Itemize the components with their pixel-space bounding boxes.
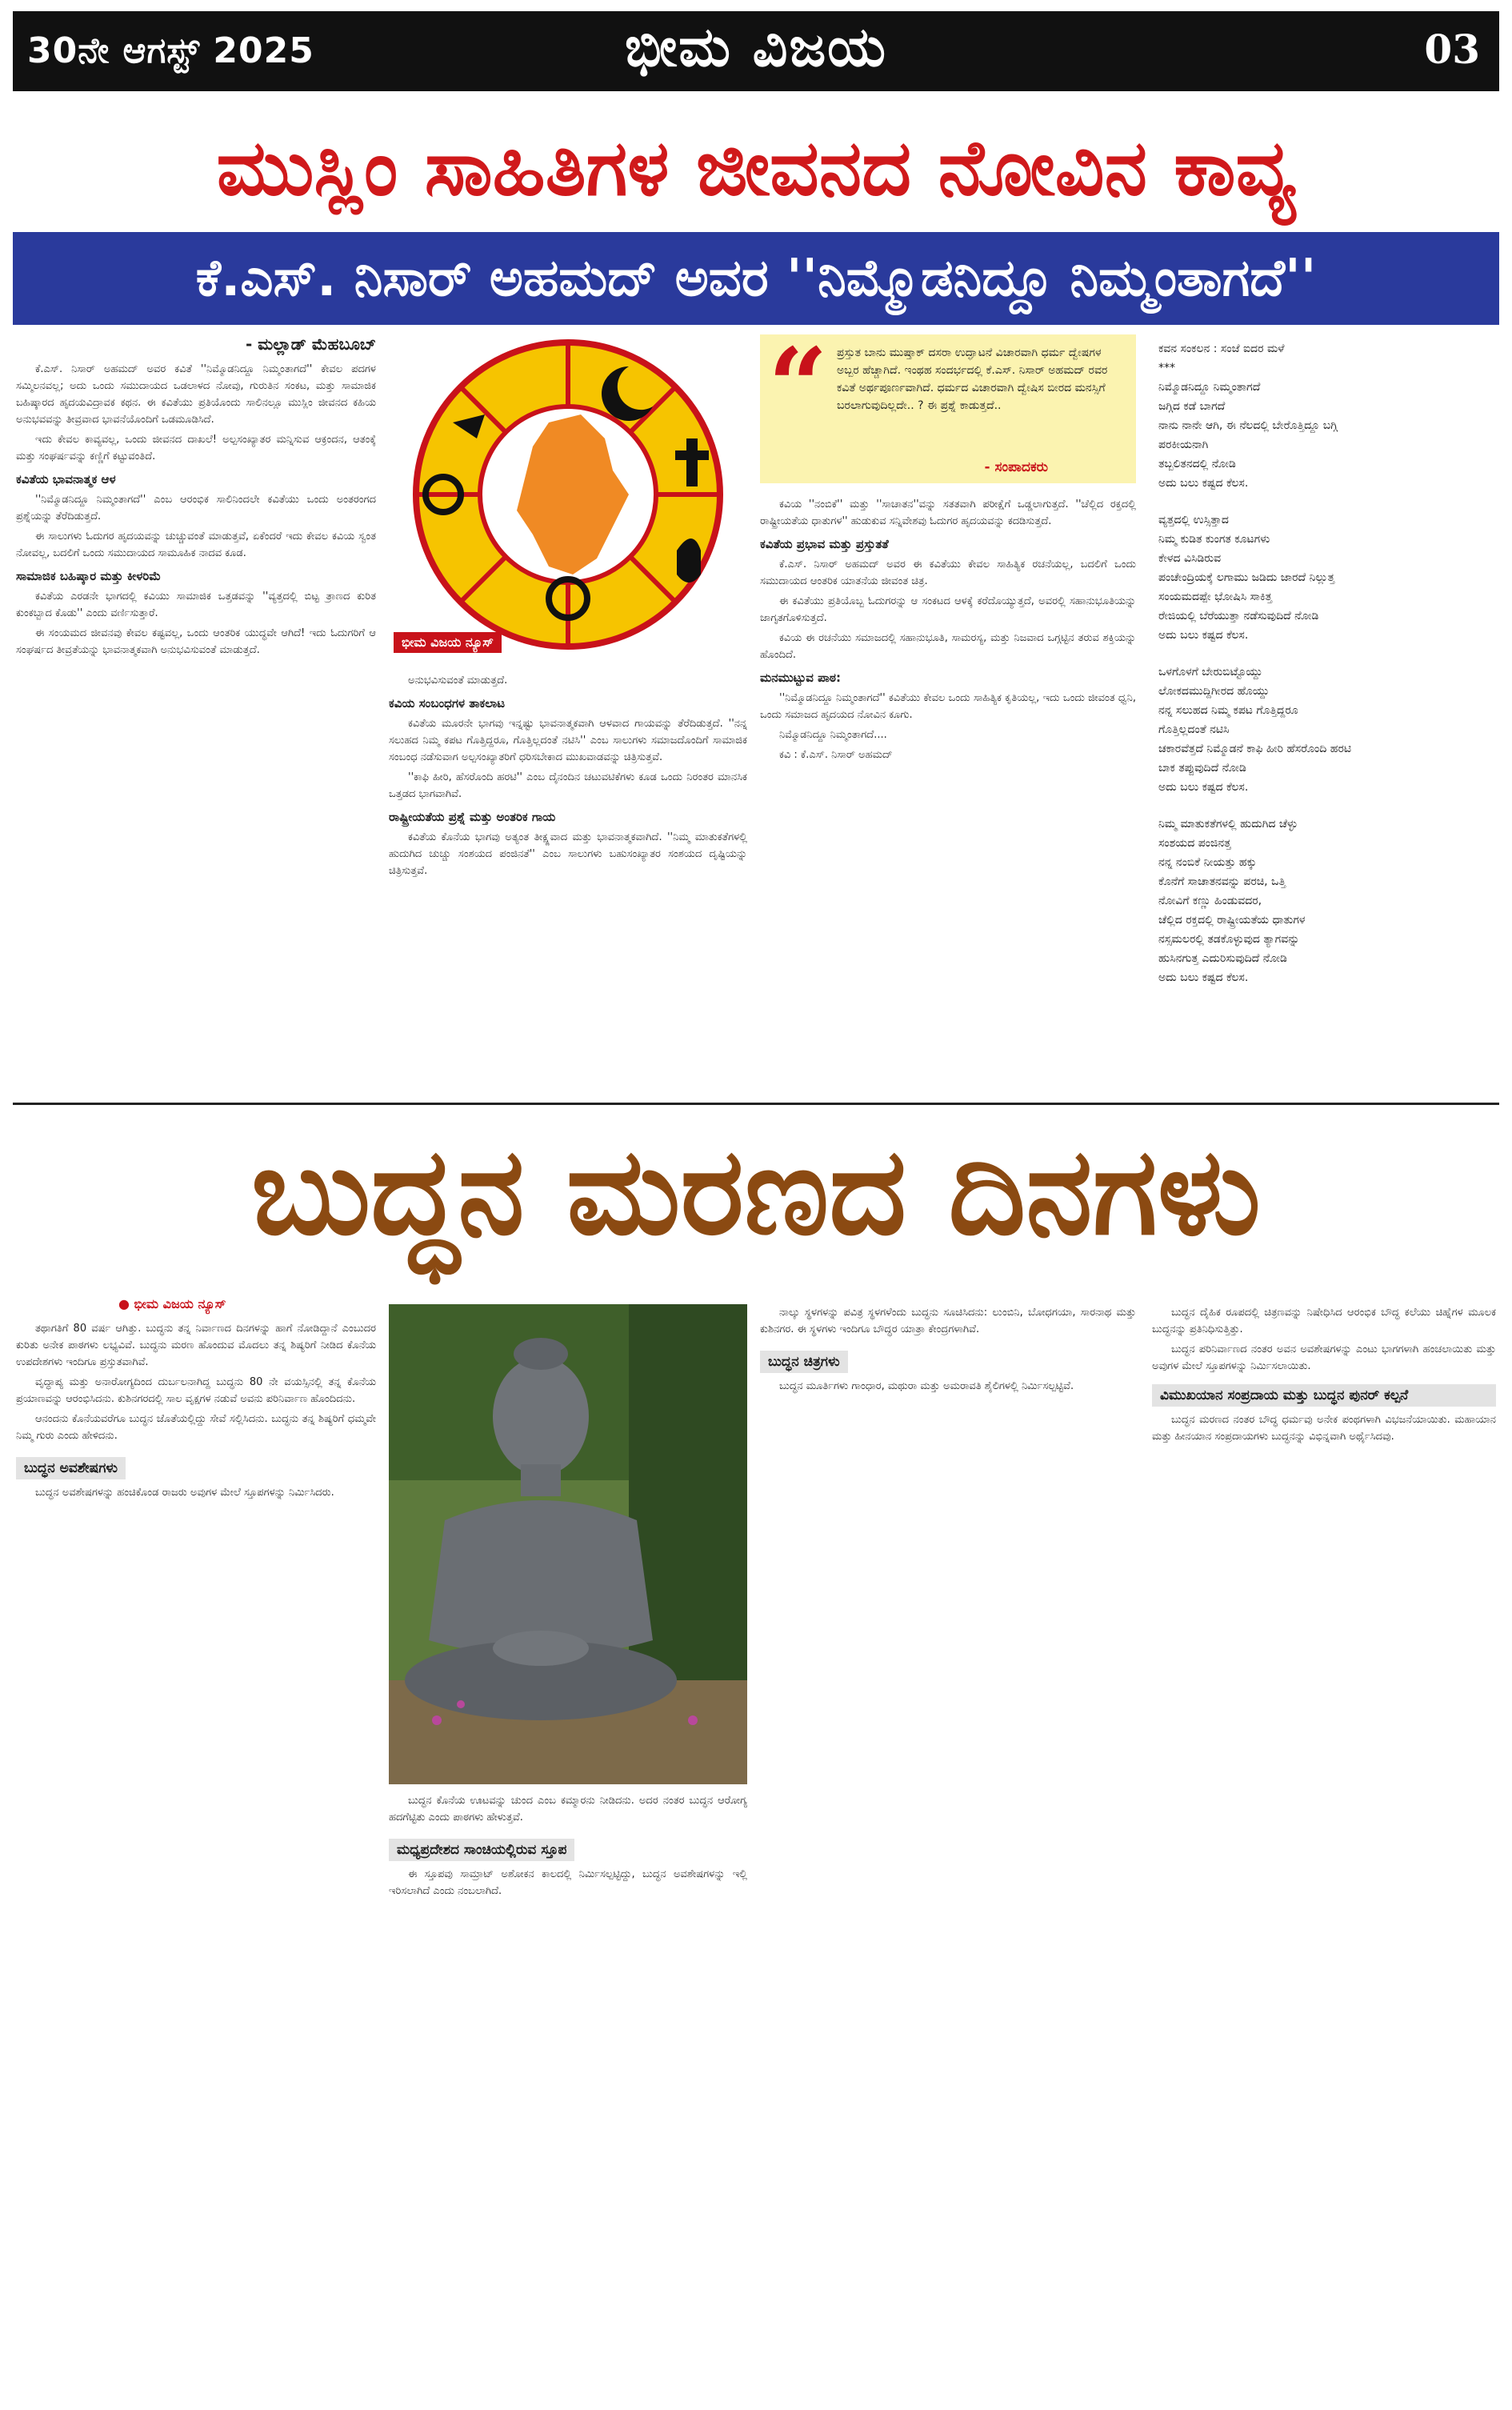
news-credit-text: ಭೀಮ ವಿಜಯ ನ್ಯೂಸ್ bbox=[134, 1296, 226, 1311]
poem-line: ಸಂಶಯದ ಪಂಜಿನತ್ತ bbox=[1158, 837, 1231, 850]
paragraph: ಆನಂದನು ಕೊನೆಯವರೆಗೂ ಬುದ್ಧನ ಜೊತೆಯಲ್ಲಿದ್ದು ಸೇವೆ ಸಲ್ಲಿಸಿದನು. ಬುದ್ಧನು ತನ್ನ ಶಿಷ್ಯರಿಗೆ ಧಮ್ಮವೇ ನಿಮ್ಮ ಗುರು ಎಂದು ಹೇಳಿದನು. bbox=[16, 1413, 376, 1442]
paragraph: ಕವಿ : ಕೆ.ಎಸ್. ನಿಸಾರ್ ಅಹಮದ್ bbox=[779, 749, 893, 761]
paragraph: ಬುದ್ಧನ ಪರಿನಿರ್ವಾಣದ ನಂತರ ಅವನ ಅವಶೇಷಗಳನ್ನು ಎಂಟು ಭಾಗಗಳಾಗಿ ಹಂಚಲಾಯಿತು ಮತ್ತು ಅವುಗಳ ಮೇಲೆ ಸ್ತೂಪಗಳನ್ನು ನಿರ್ಮಿಸಲಾಯಿತು. bbox=[1152, 1343, 1496, 1372]
paragraph: ಬುದ್ಧನ ಅವಶೇಷಗಳನ್ನು ಹಂಚಿಕೊಂಡ ರಾಜರು ಅವುಗಳ ಮೇಲೆ ಸ್ತೂಪಗಳನ್ನು ನಿರ್ಮಿಸಿದರು. bbox=[35, 1487, 334, 1499]
poem-line: ನೋವಿಗೆ ಕಣ್ಣು ಹಿಂಡುವದರ, bbox=[1158, 895, 1262, 907]
section-heading: ರಾಷ್ಟ್ರೀಯತೆಯ ಪ್ರಶ್ನೆ ಮತ್ತು ಅಂತರಿಕ ಗಾಯ bbox=[389, 810, 556, 824]
section-heading: ವಿಮುಖಯಾನ ಸಂಪ್ರದಾಯ ಮತ್ತು ಬುದ್ಧನ ಪುನರ್ ಕಲ್ಪನೆ bbox=[1152, 1384, 1496, 1407]
second-headline: ಬುದ್ಧನ ಮರಣದ ದಿನಗಳು bbox=[251, 1123, 1261, 1262]
poem-stanza bbox=[1158, 510, 1494, 645]
poem-line: ಕೇಳದ ವಿಸಿಡಿರುವ bbox=[1158, 552, 1222, 565]
poem-line: ಜಗ್ಗಿದ ಕಡೆ ಬಾಗದೆ bbox=[1158, 400, 1226, 413]
paragraph: ಈ ಕವಿತೆಯು ಪ್ರತಿಯೊಬ್ಬ ಓದುಗರನ್ನು ಆ ಸಂಕಟದ ಆಳಕ್ಕೆ ಕರೆದೊಯ್ಯುತ್ತದೆ, ಅವರಲ್ಲಿ ಸಹಾನುಭೂತಿಯನ್ನು ಜಾಗೃತಗೊಳಿಸುತ್ತದೆ. bbox=[760, 595, 1136, 624]
poem-line: ರೇಜಿಯಲ್ಲಿ ಬೆರೆಯುತ್ತಾ ನಡೆಸುವುದಿದೆ ನೋಡಿ bbox=[1158, 610, 1319, 623]
top-story-column-2 bbox=[389, 672, 747, 1096]
section-heading: ಮಧ್ಯಪ್ರದೇಶದ ಸಾಂಚಿಯಲ್ಲಿರುವ ಸ್ತೂಪ bbox=[389, 1839, 574, 1861]
top-headline: ಮುಸ್ಲಿಂ ಸಾಹಿತಿಗಳ ಜೀವನದ ನೋವಿನ ಕಾವ್ಯ bbox=[216, 123, 1296, 213]
poem-line: ಗೊತ್ತಿಲ್ಲದಂತೆ ನಟಿಸಿ bbox=[1158, 723, 1230, 736]
poem-column bbox=[1158, 339, 1494, 1005]
section-heading: ಬುದ್ಧನ ಚಿತ್ರಗಳು bbox=[760, 1351, 848, 1373]
section-heading: ಕವಿಯ ಸಂಬಂಧಗಳ ತಾಕಲಾಟ bbox=[389, 696, 506, 711]
top-story-column-3 bbox=[760, 496, 1136, 1096]
paragraph: ವೃದ್ಧಾಪ್ಯ ಮತ್ತು ಅನಾರೋಗ್ಯದಿಂದ ದುರ್ಬಲನಾಗಿದ್ದ ಬುದ್ಧನು 80 ನೇ ವಯಸ್ಸಿನಲ್ಲಿ ತನ್ನ ಕೊನೆಯ ಪ್ರಯಾಣವನ್ನು ಆರಂಭಿಸಿದನು. ಕುಶಿನಗರದಲ್ಲಿ ಸಾಲ ವೃಕ್ಷಗಳ ನಡುವೆ ಅವನು ಪರಿನಿರ್ವಾಣ ಹೊಂದಿದನು. bbox=[16, 1376, 376, 1405]
paragraph: ಬುದ್ಧನ ಮೂರ್ತಿಗಳು ಗಾಂಧಾರ, ಮಥುರಾ ಮತ್ತು ಅಮರಾವತಿ ಶೈಲಿಗಳಲ್ಲಿ ನಿರ್ಮಿಸಲ್ಪಟ್ಟಿವೆ. bbox=[779, 1380, 1074, 1392]
paragraph: ನಿಮ್ಮೊಡನಿದ್ದೂ ನಿಮ್ಮಂತಾಗದೆ.... bbox=[779, 729, 887, 741]
paragraph: ಕವಿಯ ''ನಂಬಿಕೆ'' ಮತ್ತು ''ಸಾಚಾತನ''ವನ್ನು ಸತತವಾಗಿ ಪರೀಕ್ಷೆಗೆ ಒಡ್ಡಲಾಗುತ್ತದೆ. ''ಚೆಲ್ಲಿದ ರಕ್ತದಲ್ಲಿ ರಾಷ್ಟ್ರೀಯತೆಯ ಧಾತುಗಳ'' ಹುಡುಕುವ ಸನ್ನಿವೇಶವು ಓದುಗರ ಹೃದಯವನ್ನು ಕದಡಿಸುತ್ತದೆ. bbox=[760, 498, 1136, 527]
second-story-column-3 bbox=[760, 1304, 1136, 2392]
masthead bbox=[13, 11, 1499, 91]
poem-line: ಕೊನೆಗೆ ಸಾಚಾತನವನ್ನು ಪರಚಿ, ಒತ್ತಿ bbox=[1158, 875, 1286, 888]
editor-quote-text: ಪ್ರಸ್ತುತ ಬಾನು ಮುಷ್ತಾಕ್ ದಸರಾ ಉದ್ಘಾಟನೆ ವಿಚಾರವಾಗಿ ಧರ್ಮ ದ್ವೇಷಗಳ ಅಬ್ಬರ ಹೆಚ್ಚಾಗಿದೆ. ಇಂಥಹ ಸಂದರ್ಭದಲ್ಲಿ ಕೆ.ಎಸ್. ನಿಸಾರ್ ಅಹಮದ್ ರವರ ಕವಿತೆ ಅರ್ಥಪೂರ್ಣವಾಗಿದೆ. ಧರ್ಮದ ವಿಚಾರವಾಗಿ ದ್ವೇಷಿಸ ಬೀರದ ಮನಸ್ಸಿಗೆ ಬರಲಾಗುವುದಿಲ್ಲದೇ.. ? ಈ ಪ್ರಶ್ನೆ ಕಾಡುತ್ತದೆ.. bbox=[837, 346, 1108, 412]
newspaper-logo bbox=[13, 16, 1499, 80]
poem-line: ಹುಸಿನಗುತ್ತ ಎದುರಿಸುವುದಿದೆ ನೋಡಿ bbox=[1158, 952, 1287, 965]
image-credit-tag: ಭೀಮ ವಿಜಯ ನ್ಯೂಸ್ bbox=[394, 632, 502, 653]
poem-line: ನಿಮ್ಮೊಡನಿದ್ದೂ ನಿಮ್ಮಂತಾಗದೆ bbox=[1158, 381, 1261, 394]
paragraph: ಕವಿತೆಯ ಮೂರನೇ ಭಾಗವು ಇನ್ನಷ್ಟು ಭಾವನಾತ್ಮಕವಾಗಿ ಆಳವಾದ ಗಾಯವನ್ನು ತೆರೆದಿಡುತ್ತದೆ. ''ನನ್ನ ಸಲುಹದ ನಿಮ್ಮ ಕಪಟ ಗೊತ್ತಿದ್ದರೂ, ಗೊತ್ತಿಲ್ಲದಂತೆ ನಟಿಸಿ'' ಎಂಬ ಸಾಲುಗಳು ಸಮಾಜದೊಂದಿಗೆ ಸಾಮಾಜಿಕ ಸಂಬಂಧ ನಡೆಸುವಾಗ ಅಲ್ಪಸಂಖ್ಯಾತರಿಗೆ ಧರಿಸಬೇಕಾದ ಮುಖವಾಡವನ್ನು ಚಿತ್ರಿಸುತ್ತವೆ. bbox=[389, 718, 747, 763]
section-heading: ಮನಮುಟ್ಟುವ ಪಾಠ: bbox=[760, 671, 841, 685]
religions-emblem-image bbox=[389, 334, 747, 655]
paragraph: ಅನುಭವಿಸುವಂತೆ ಮಾಡುತ್ತದೆ. bbox=[408, 675, 508, 687]
second-story-column-1 bbox=[16, 1320, 376, 2392]
section-heading: ಕವಿತೆಯ ಪ್ರಭಾವ ಮತ್ತು ಪ್ರಸ್ತುತತೆ bbox=[760, 537, 889, 551]
second-story-column-4 bbox=[1152, 1304, 1496, 2392]
paragraph: ಕವಿತೆಯ ಕೊನೆಯ ಭಾಗವು ಅತ್ಯಂತ ತೀಕ್ಷ್ಣವಾದ ಮತ್ತು ಭಾವನಾತ್ಮಕವಾಗಿದೆ. ''ನಿಮ್ಮ ಮಾತುಕತೆಗಳಲ್ಲಿ ಹುದುಗಿದ ಚುಚ್ಚು ಸಂಶಯದ ಪಂಜಿನತೆ'' ಎಂಬ ಸಾಲುಗಳು ಬಹುಸಂಖ್ಯಾತರ ಸಂಶಯದ ದೃಷ್ಟಿಯನ್ನು ಚಿತ್ರಿಸುತ್ತವೆ. bbox=[389, 831, 747, 877]
poem-line: ನಾನು ನಾನೇ ಆಗಿ, ಈ ನೆಲದಲ್ಲಿ ಬೇರೊತ್ತಿದ್ದೂ ಬಗ್ಗಿ bbox=[1158, 419, 1338, 432]
poem-line: ಕವನ ಸಂಕಲನ : ಸಂಜೆ ಐದರ ಮಳೆ bbox=[1158, 342, 1285, 355]
paragraph: ಕೆ.ಎಸ್. ನಿಸಾರ್ ಅಹಮದ್ ಅವರ ಈ ಕವಿತೆಯು ಕೇವಲ ಸಾಹಿತ್ಯಿಕ ರಚನೆಯಲ್ಲ, ಬದಲಿಗೆ ಒಂದು ಸಮುದಾಯದ ಆಂತರಿಕ ಯಾತನೆಯ ಜೀವಂತ ಚಿತ್ರ. bbox=[760, 558, 1136, 587]
logo-text: ಭೀಮ ವಿಜಯ bbox=[624, 16, 887, 79]
section-heading: ಸಾಮಾಜಿಕ ಬಹಿಷ್ಕಾರ ಮತ್ತು ಕೀಳರಿಮೆ bbox=[16, 569, 162, 583]
poem-line: ತಬ್ಬಲಿತನದಲ್ಲಿ ನೋಡಿ bbox=[1158, 458, 1236, 470]
paragraph: ಬುದ್ಧನ ಮರಣದ ನಂತರ ಬೌದ್ಧ ಧರ್ಮವು ಅನೇಕ ಪಂಥಗಳಾಗಿ ವಿಭಜನೆಯಾಯಿತು. ಮಹಾಯಾನ ಮತ್ತು ಹೀನಯಾನ ಸಂಪ್ರದಾಯಗಳು ಬುದ್ಧನನ್ನು ವಿಭಿನ್ನವಾಗಿ ಅರ್ಥೈಸಿದವು. bbox=[1152, 1414, 1496, 1443]
second-story-column-2-lower bbox=[389, 1792, 747, 2392]
poem-line: ನನ್ನ ಸಲುಹದ ನಿಮ್ಮ ಕಪಟ ಗೊತ್ತಿದ್ದರೂ bbox=[1158, 704, 1298, 717]
paragraph: ''ನಿಮ್ಮೊಡನಿದ್ದೂ ನಿಮ್ಮಂತಾಗದೆ'' ಕವಿತೆಯು ಕೇವಲ ಒಂದು ಸಾಹಿತ್ಯಿಕ ಕೃತಿಯಲ್ಲ, ಇದು ಒಂದು ಜೀವಂತ ಧ್ವನಿ, ಒಂದು ಸಮಾಜದ ಹೃದಯದ ನೋವಿನ ಕೂಗು. bbox=[760, 692, 1136, 721]
editor-quote-author: - ಸಂಪಾದಕರು bbox=[984, 459, 1048, 475]
poem-line: ಅದು ಬಲು ಕಷ್ಟದ ಕೆಲಸ. bbox=[1158, 477, 1249, 490]
byline: - ಮಲ್ಲಾಡ್ ಮೆಹಬೂಬ್ bbox=[246, 336, 376, 354]
paragraph: ಈ ಸ್ತೂಪವು ಸಾಮ್ರಾಟ್ ಅಶೋಕನ ಕಾಲದಲ್ಲಿ ನಿರ್ಮಿಸಲ್ಪಟ್ಟಿದ್ದು, ಬುದ್ಧನ ಅವಶೇಷಗಳನ್ನು ಇಲ್ಲಿ ಇರಿಸಲಾಗಿದೆ ಎಂದು ನಂಬಲಾಗಿದೆ. bbox=[389, 1868, 747, 1897]
poem-line: ಸಂಯಮದಪ್ಪೇ ಭೋಷಿಸಿ ಸಾಕಿತ್ತ bbox=[1158, 590, 1273, 603]
issue-date: 30ನೇ ಆಗಸ್ಟ್ 2025 bbox=[27, 30, 314, 71]
paragraph: ''ಕಾಫಿ ಹೀರಿ, ಹೆಸರೊಂದಿ ಹರಟಿ'' ಎಂಬ ದೈನಂದಿನ ಚಟುವಟಿಕೆಗಳು ಕೂಡ ಒಂದು ನಿರಂತರ ಮಾನಸಿಕ ಒತ್ತಡದ ಭಾಗವಾಗಿವೆ. bbox=[389, 771, 747, 800]
poem-line: ನನ್ನ ನಂಬಿಕೆ ನೀಯತ್ತು ಹಕ್ಕು bbox=[1158, 856, 1257, 869]
poem-line: ನಿಮ್ಮ ಮಾತುಕತೆಗಳಲ್ಲಿ ಹುದುಗಿದ ಚೆಳ್ಳು bbox=[1158, 818, 1298, 831]
poem-stanza bbox=[1158, 815, 1494, 987]
poem-line: ಅದು ಬಲು ಕಷ್ಟದ ಕೆಲಸ. bbox=[1158, 971, 1249, 984]
paragraph: ಈ ಸಾಲುಗಳು ಓದುಗರ ಹೃದಯವನ್ನು ಚುಚ್ಚುವಂತೆ ಮಾಡುತ್ತವೆ, ಏಕೆಂದರೆ ಇದು ಕೇವಲ ಕವಿಯ ಸ್ವಂತ ನೋವಲ್ಲ, ಬದಲಿಗೆ ಒಂದು ಸಮುದಾಯದ ಸಾಮೂಹಿಕ ನಾದವ ಕೂಡ. bbox=[16, 530, 376, 559]
poem-line: ನಸ್ಸಮಲರಲ್ಲಿ ತಡಕೊಳ್ಳುವುದ ತ್ಯಾಗವನ್ನು bbox=[1158, 933, 1300, 946]
paragraph: ''ನಿಮ್ಮೊಡನಿದ್ದೂ ನಿಮ್ಮಂತಾಗದೆ'' ಎಂಬ ಆರಂಭಿಕ ಸಾಲಿನಿಂದಲೇ ಕವಿತೆಯು ಒಂದು ಅಂತರಂಗದ ಪ್ರಶ್ನೆಯನ್ನು ತೆರೆದಿಡುತ್ತದೆ. bbox=[16, 494, 376, 522]
poem-line: ಚಕಾರವೆತ್ತದೆ ನಿಮ್ಮೊಡನೆ ಕಾಫಿ ಹೀರಿ ಹೆಸರೊಂದಿ ಹರಟಿ bbox=[1158, 743, 1352, 755]
section-heading: ಬುದ್ಧನ ಅವಶೇಷಗಳು bbox=[16, 1457, 126, 1479]
poem-line: ಪರಕೀಯನಾಗಿ bbox=[1158, 438, 1209, 451]
poem-line: *** bbox=[1158, 362, 1175, 374]
poem-line: ವ್ಯತ್ತದಲ್ಲಿ ಉಸ್ಸಿತ್ತಾದ bbox=[1158, 514, 1229, 526]
paragraph: ಕವಿತೆಯ ಎರಡನೇ ಭಾಗದಲ್ಲಿ ಕವಿಯು ಸಾಮಾಜಿಕ ಒತ್ತಡವನ್ನು ''ವ್ಯತ್ತದಲ್ಲಿ ಬಿಟ್ಟ ತ್ರಾಣದ ಕುರಿತ ಕುಂಕಬ್ಬಾದ ಕೊಡು'' ಎಂದು ವರ್ಣಿಸುತ್ತಾರೆ. bbox=[16, 590, 376, 619]
poem-stanza bbox=[1158, 663, 1494, 797]
poem-line: ಅದು ಬಲು ಕಷ್ಟದ ಕೆಲಸ. bbox=[1158, 629, 1249, 642]
paragraph: ನಾಲ್ಕು ಸ್ಥಳಗಳನ್ನು ಪವಿತ್ರ ಸ್ಥಳಗಳೆಂದು ಬುದ್ಧನು ಸೂಚಿಸಿದನು: ಲುಂಬಿನಿ, ಬೋಧಗಯಾ, ಸಾರನಾಥ ಮತ್ತು ಕುಶಿನಗರ. ಈ ಸ್ಥಳಗಳು ಇಂದಿಗೂ ಬೌದ್ಧರ ಯಾತ್ರಾ ಕೇಂದ್ರಗಳಾಗಿವೆ. bbox=[760, 1307, 1136, 1335]
editor-quote-box bbox=[760, 325, 1136, 483]
poem-stanza bbox=[1158, 339, 1494, 493]
buddha-statue-image bbox=[389, 1304, 747, 1784]
section-divider bbox=[13, 1103, 1499, 1105]
poem-line: ಒಳಗೊಳಗೆ ಬೇರುಬಿಟ್ಟೊಯ್ದು bbox=[1158, 666, 1263, 679]
poem-line: ಚೆಲ್ಲಿದ ರಕ್ತದಲ್ಲಿ ರಾಷ್ಟ್ರೀಯತೆಯ ಧಾತುಗಳ bbox=[1158, 914, 1306, 927]
poem-line: ಬಾಕ ತಪ್ಪುವುದಿದೆ ನೋಡಿ bbox=[1158, 762, 1246, 775]
top-subheadline: ಕೆ.ಎಸ್. ನಿಸಾರ್ ಅಹಮದ್ ಅವರ ''ನಿಮ್ಮೊಡನಿದ್ದೂ ನಿಮ್ಮಂತಾಗದೆ'' bbox=[13, 232, 1499, 325]
paragraph: ಇದು ಕೇವಲ ಕಾವ್ಯವಲ್ಲ, ಒಂದು ಜೀವನದ ದಾಖಲೆ! ಅಲ್ಪಸಂಖ್ಯಾತರ ಮನ್ನಿಸುವ ಆಕ್ರಂದನ, ಆತಂಕ್ಕೆ ಮತ್ತು ಸಂಘರ್ಷವನ್ನು ಕಣ್ಣಿಗೆ ಕಟ್ಟುವಂತಿದೆ. bbox=[16, 434, 376, 462]
paragraph: ಕವಿಯ ಈ ರಚನೆಯು ಸಮಾಜದಲ್ಲಿ ಸಹಾನುಭೂತಿ, ಸಾಮರಸ್ಯ, ಮತ್ತು ನಿಜವಾದ ಒಗ್ಗಟ್ಟಿನ ತರುವ ಶಕ್ತಿಯನ್ನು ಹೊಂದಿದೆ. bbox=[760, 632, 1136, 661]
poem-line: ಅದು ಬಲು ಕಷ್ಟದ ಕೆಲಸ. bbox=[1158, 781, 1249, 794]
paragraph: ಕೆ.ಎಸ್. ನಿಸಾರ್ ಅಹಮದ್ ಅವರ ಕವಿತೆ ''ನಿಮ್ಮೊಡನಿದ್ದೂ ನಿಮ್ಮಂತಾಗದೆ'' ಕೇವಲ ಪದಗಳ ಸಮ್ಮಿಲನವಲ್ಲ; ಅದು ಒಂದು ಸಮುದಾಯದ ಒಡಲಾಳದ ನೋವು, ಗುರುತಿನ ಸಂಕಟ, ಮತ್ತು ಸಾಮಾಜಿಕ ಬಹಿಷ್ಕಾರದ ಹೃದಯವಿದ್ರಾವಕ ಕಥನ. ಈ ಕವಿತೆಯು ಪ್ರತಿಯೊಂದು ಸಾಲಿನಲ್ಲೂ ಮುಸ್ಲಿಂ ಜೀವನದ ಕಹಿಯ ಅನುಭವವನ್ನು ತೀವ್ರವಾದ ಭಾವನೆಯೊಂದಿಗೆ ಒಡಮೂಡಿಸಿದೆ. bbox=[16, 363, 376, 426]
paragraph: ಬುದ್ಧನ ದೈಹಿಕ ರೂಪದಲ್ಲಿ ಚಿತ್ರಣವನ್ನು ನಿಷೇಧಿಸಿದ ಆರಂಭಿಕ ಬೌದ್ಧ ಕಲೆಯು ಚಿಹ್ನೆಗಳ ಮೂಲಕ ಬುದ್ಧನನ್ನು ಪ್ರತಿನಿಧಿಸುತ್ತಿತ್ತು. bbox=[1152, 1307, 1496, 1335]
poem-line: ನಿಮ್ಮ ಕುಡಿತ ಕುಂಗತ ಕೂಟಗಳು bbox=[1158, 533, 1270, 546]
section-heading: ಕವಿತೆಯ ಭಾವನಾತ್ಮಕ ಆಳ bbox=[16, 472, 116, 486]
page-number: 03 bbox=[1424, 26, 1480, 73]
quote-mark-icon: “ bbox=[768, 325, 828, 447]
news-credit: ● ಭೀಮ ವಿಜಯ ನ್ಯೂಸ್ bbox=[118, 1296, 226, 1311]
paragraph: ತಥಾಗತಿಗೆ 80 ವರ್ಷ ಆಗಿತ್ತು. ಬುದ್ಧನು ತನ್ನ ನಿರ್ವಾಣದ ದಿನಗಳನ್ನು ಹಾಗೆ ನೋಡಿದ್ದಾನೆ ಎಂಬುದರ ಕುರಿತು ಅನೇಕ ಪಾಠಗಳು ಲಭ್ಯವಿವೆ. ಬುದ್ಧನು ಮರಣ ಹೊಂದುವ ಮೊದಲು ತನ್ನ ಶಿಷ್ಯರಿಗೆ ನೀಡಿದ ಕೊನೆಯ ಉಪದೇಶಗಳು ಇಂದಿಗೂ ಪ್ರಸ್ತುತವಾಗಿವೆ. bbox=[16, 1323, 376, 1368]
poem-line: ಲೋಕದಮುದ್ದಿಗೀರದ ಹೊಯ್ದು bbox=[1158, 685, 1270, 698]
paragraph: ಬುದ್ಧನ ಕೊನೆಯ ಊಟವನ್ನು ಚುಂದ ಎಂಬ ಕಮ್ಮಾರನು ನೀಡಿದನು. ಅದರ ನಂತರ ಬುದ್ಧನ ಆರೋಗ್ಯ ಹದಗೆಟ್ಟಿತು ಎಂದು ಪಾಠಗಳು ಹೇಳುತ್ತವೆ. bbox=[389, 1795, 747, 1824]
top-story-column-1 bbox=[16, 336, 376, 1096]
poem-line: ಪಂಚೇಂದ್ರಿಯಕ್ಕೆ ಲಗಾಮು ಜಡಿದು ಜಾರದೆ ನಿಲ್ಲುತ್ತ bbox=[1158, 571, 1335, 584]
paragraph: ಈ ಸಂಯಮದ ಜೀವನವು ಕೇವಲ ಕಷ್ಟವಲ್ಲ, ಒಂದು ಆಂತರಿಕ ಯುದ್ಧವೇ ಆಗಿದೆ! ಇದು ಓದುಗರಿಗೆ ಆ ಸಂಘರ್ಷದ ತೀವ್ರತೆಯನ್ನು ಭಾವನಾತ್ಮಕವಾಗಿ ಅನುಭವಿಸುವಂತೆ ಮಾಡುತ್ತದೆ. bbox=[16, 627, 376, 656]
